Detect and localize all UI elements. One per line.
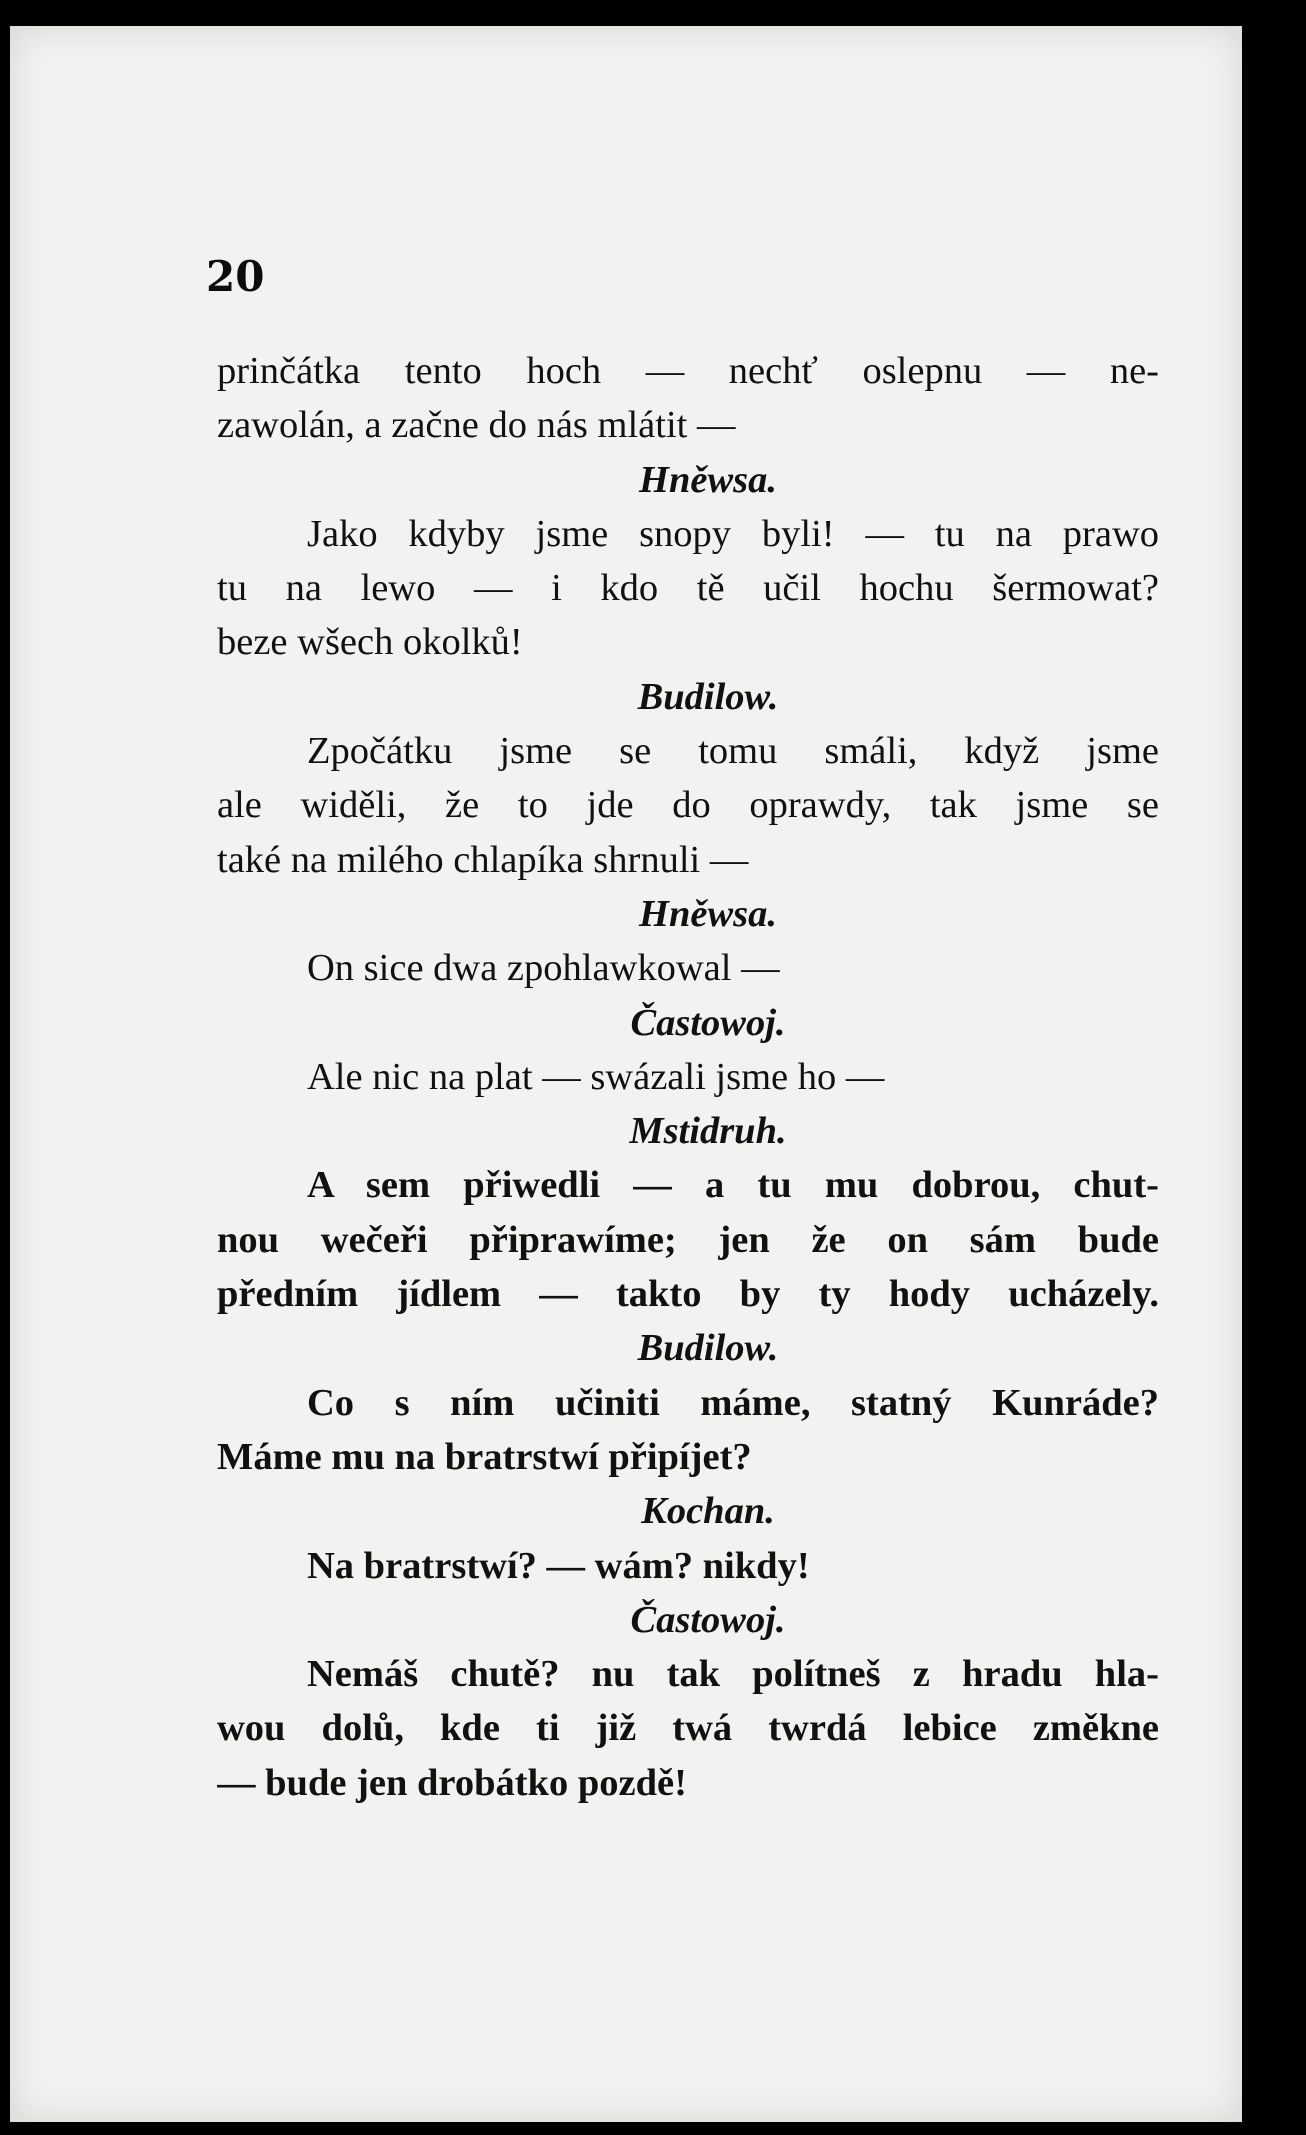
page-number: 20 bbox=[206, 252, 265, 301]
text-line: wou dolů, kde ti již twá twrdá lebice změkne bbox=[217, 1707, 1159, 1750]
speaker-name: Hněwsa. bbox=[639, 892, 777, 935]
text-line: On sice dwa zpohlawkowal — bbox=[307, 947, 780, 990]
text-line: tu na lewo — i kdo tě učil hochu šermowat? bbox=[217, 567, 1159, 610]
text-line: ale widěli, že to jde do oprawdy, tak jsme se bbox=[217, 784, 1159, 827]
speaker-name: Budilow. bbox=[637, 675, 779, 718]
speaker-name: Mstidruh. bbox=[629, 1110, 787, 1153]
text-line: A sem přiwedli — a tu mu dobrou, chut- bbox=[307, 1164, 1159, 1207]
text-line: Na bratrstwí? — wám? nikdy! bbox=[307, 1544, 810, 1587]
text-line: také na milého chlapíka shrnuli — bbox=[217, 838, 749, 881]
text-line: Nemáš chutě? nu tak polítneš z hradu hla- bbox=[307, 1653, 1159, 1696]
text-line: prinčátka tento hoch — nechť oslepnu — ne- bbox=[217, 350, 1159, 392]
speaker-name: Kochan. bbox=[641, 1490, 775, 1533]
text-line: zawolán, a začne do nás mlátit — bbox=[217, 404, 736, 447]
text-line: Jako kdyby jsme snopy byli! — tu na prawo bbox=[307, 512, 1159, 555]
text-line: Zpočátku jsme se tomu smáli, když jsme bbox=[307, 730, 1159, 773]
speaker-name: Častowoj. bbox=[630, 1598, 786, 1641]
page-text bbox=[217, 344, 1159, 1810]
speaker-name: Častowoj. bbox=[630, 1001, 786, 1044]
speaker-name: Hněwsa. bbox=[639, 458, 777, 501]
text-line: Co s ním učiniti máme, statný Kunráde? bbox=[307, 1381, 1159, 1424]
text-line: Máme mu na bratrstwí připíjet? bbox=[217, 1435, 752, 1478]
text-line: beze wšech okolků! bbox=[217, 621, 523, 664]
text-line: předním jídlem — takto by ty hody ucházely. bbox=[217, 1273, 1159, 1316]
text-line: Ale nic na plat — swázali jsme ho — bbox=[307, 1055, 885, 1098]
speaker-name: Budilow. bbox=[637, 1327, 779, 1370]
book-page bbox=[10, 26, 1242, 2122]
text-line: — bude jen drobátko pozdě! bbox=[217, 1761, 687, 1804]
text-line: nou wečeři připrawíme; jen že on sám bude bbox=[217, 1218, 1159, 1261]
